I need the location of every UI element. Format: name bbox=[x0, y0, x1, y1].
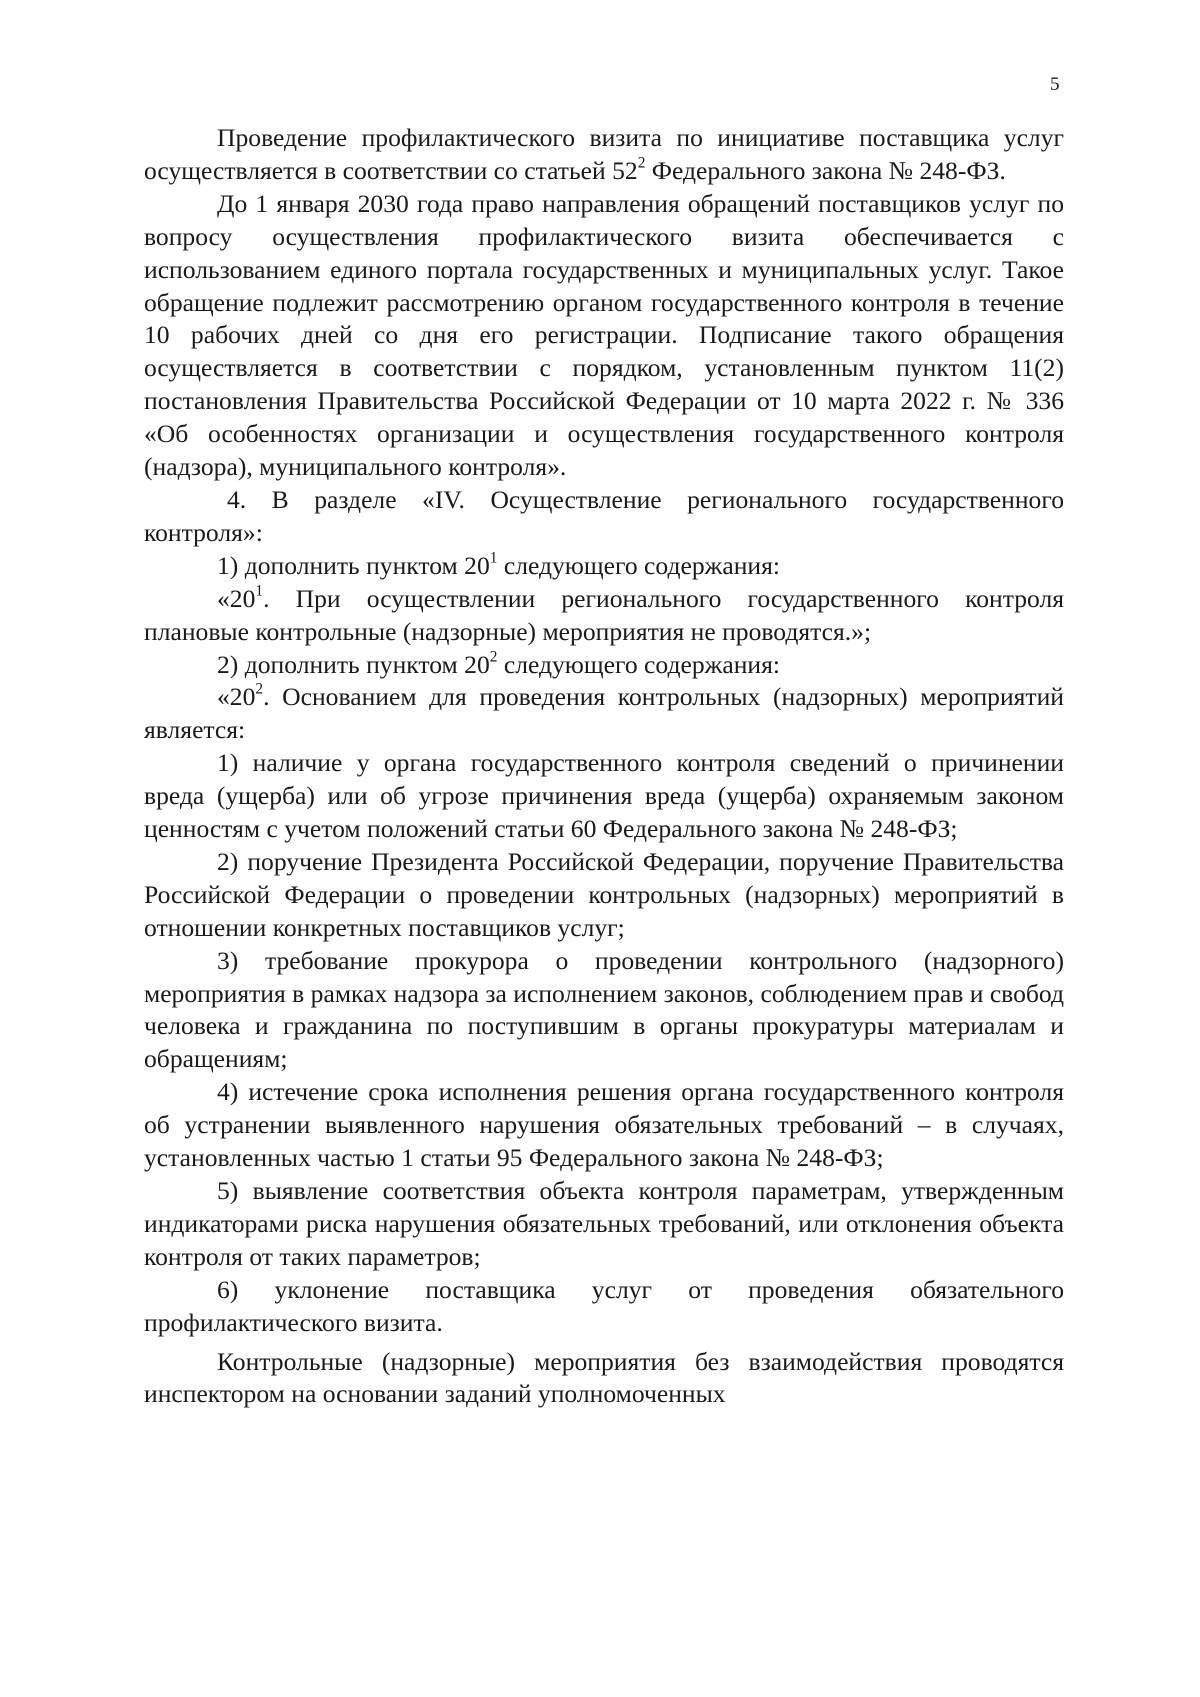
text-run: До 1 января 2030 года право направления обращений поставщиков услуг по вопросу осуществления профилактического визита обеспечивается с использованием единого портала государственных и муниципальных услуг. Такое обращение подлежит рассмотрению органом государственного контроля в течение 10 рабочих дней со дня его регистрации. Подписание такого обращения осуществляется в соответствии с порядком, установленным пунктом 11(2) постановления Правительства Российской Федерации от 10 марта 2022 г. № 336 «Об особенностях организации и осуществления государственного контроля (надзора), муниципального контроля». bbox=[144, 188, 1064, 482]
text-run: 2) дополнить пунктом 20 bbox=[217, 649, 490, 679]
text-run: 6) уклонение поставщика услуг от проведения обязательного профилактического визита. bbox=[144, 1274, 1064, 1337]
text-run: 4) истечение срока исполнения решения органа государственного контроля об устранении выявленного нарушения обязательных требований – в случаях, установленных частью 1 статьи 95 Федерального закона № 248-ФЗ; bbox=[144, 1077, 1064, 1173]
paragraph bbox=[144, 681, 1064, 747]
text-run: . При осуществлении регионального государственного контроля плановые контрольные (надзорные) мероприятия не проводятся.»; bbox=[144, 583, 1064, 646]
paragraph bbox=[144, 1274, 1064, 1340]
paragraph bbox=[144, 550, 1064, 583]
text-run: следующего содержания: bbox=[497, 649, 780, 679]
superscript: 1 bbox=[489, 549, 498, 567]
text-run: Федерального закона № 248-ФЗ. bbox=[645, 155, 1006, 185]
text-run: «20 bbox=[217, 583, 256, 613]
paragraph bbox=[144, 1076, 1064, 1175]
body-text bbox=[144, 122, 1064, 1411]
text-run: следующего содержания: bbox=[497, 550, 780, 580]
text-run: «20 bbox=[217, 682, 256, 712]
paragraph bbox=[144, 122, 1064, 188]
paragraph bbox=[144, 188, 1064, 484]
paragraph bbox=[144, 583, 1064, 649]
paragraph bbox=[144, 484, 1064, 550]
text-run: Проведение профилактического визита по инициативе поставщика услуг осуществляется в соответствии со статьей 52 bbox=[144, 123, 1064, 185]
text-run: 5) выявление соответствия объекта контроля параметрам, утвержденным индикаторами риска нарушения обязательных требований, или отклонения объекта контроля от таких параметров; bbox=[144, 1176, 1064, 1271]
text-run: . Основанием для проведения контрольных (надзорных) мероприятий является: bbox=[144, 682, 1064, 745]
superscript: 2 bbox=[489, 647, 498, 665]
paragraph bbox=[144, 945, 1064, 1077]
paragraph bbox=[144, 649, 1064, 682]
text-run: Контрольные (надзорные) мероприятия без взаимодействия проводятся инспектором на основании заданий уполномоченных bbox=[144, 1346, 1064, 1409]
text-run: 4. В разделе «IV. Осуществление регионального государственного контроля»: bbox=[144, 484, 1064, 547]
text-run: 1) дополнить пунктом 20 bbox=[217, 550, 490, 580]
paragraph bbox=[144, 1175, 1064, 1274]
superscript: 2 bbox=[255, 680, 264, 698]
superscript: 1 bbox=[255, 582, 264, 600]
paragraph bbox=[144, 846, 1064, 945]
text-run: 2) поручение Президента Российской Федерации, поручение Правительства Российской Федерации о проведении контрольных (надзорных) мероприятий в отношении конкретных поставщиков услуг; bbox=[144, 846, 1064, 942]
paragraph bbox=[144, 1346, 1064, 1412]
text-run: 3) требование прокурора о проведении контрольного (надзорного) мероприятия в рамках надзора за исполнением законов, соблюдением прав и свобод человека и гражданина по поступившим в органы прокуратуры материалам и обращениям; bbox=[144, 945, 1064, 1074]
paragraph bbox=[144, 747, 1064, 846]
text-run: 1) наличие у органа государственного контроля сведений о причинении вреда (ущерба) или об угрозе причинения вреда (ущерба) охраняемым законом ценностям с учетом положений статьи 60 Федерального закона № 248-ФЗ; bbox=[144, 748, 1064, 844]
superscript: 2 bbox=[637, 154, 646, 172]
page-number: 5 bbox=[1050, 74, 1060, 95]
